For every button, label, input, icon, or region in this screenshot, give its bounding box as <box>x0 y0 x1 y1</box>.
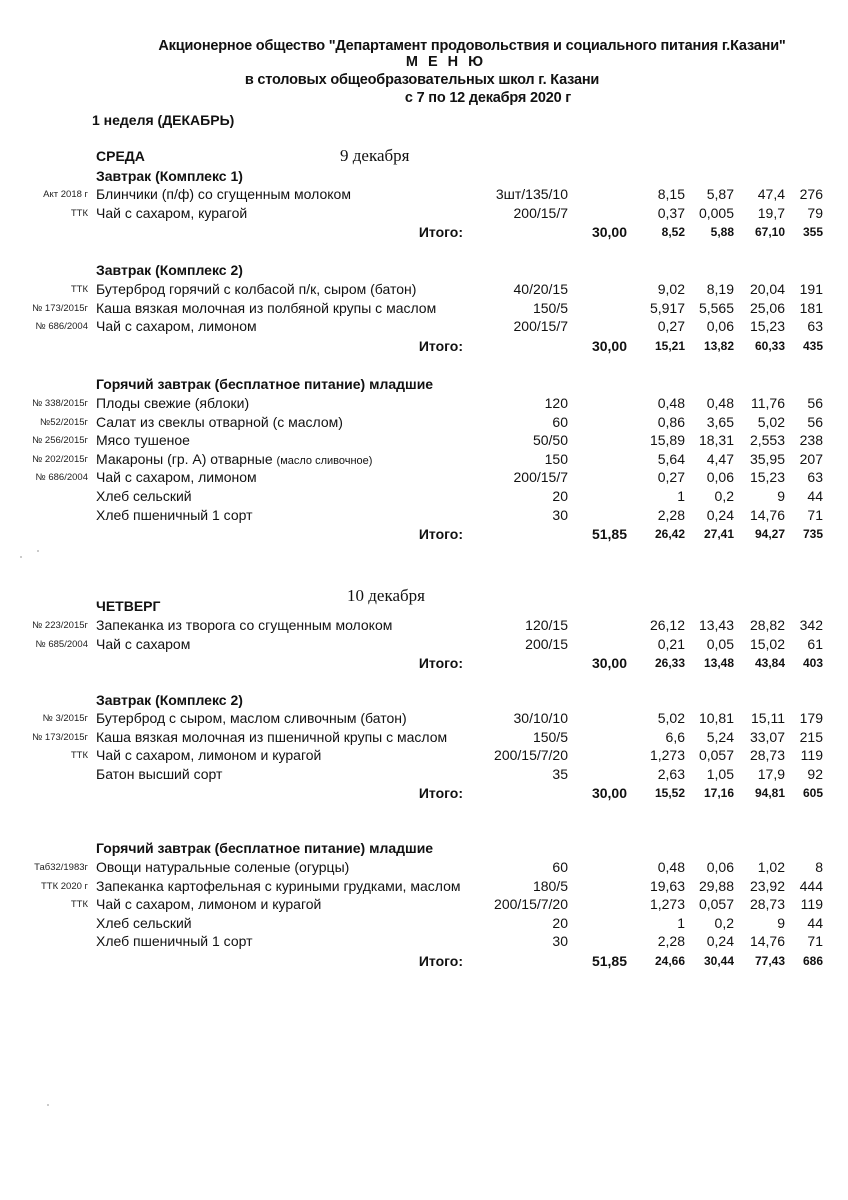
protein-value: 2,63 <box>657 765 685 782</box>
total-carbs: 43,84 <box>754 656 785 671</box>
fat-value: 0,48 <box>706 395 734 411</box>
fat-value: 29,88 <box>698 877 734 894</box>
total-fat: 27,41 <box>703 527 734 542</box>
total-fat: 30,44 <box>703 954 734 968</box>
carbs-value: 15,23 <box>749 318 785 335</box>
dish-name <box>96 186 351 202</box>
dish-name <box>96 636 190 652</box>
dish-name-text: Бутерброд с сыром, маслом сливочным (батон) <box>96 710 407 726</box>
portion-weight: 120/15 <box>525 617 568 633</box>
day-heading: СРЕДА <box>96 148 145 164</box>
total-protein: 15,52 <box>654 786 685 801</box>
protein-value: 1 <box>677 914 685 931</box>
total-kcal: 735 <box>802 527 823 542</box>
protein-value: 0,27 <box>657 318 685 335</box>
total-price: 51,85 <box>591 526 627 543</box>
kcal-value: 63 <box>807 318 823 335</box>
fat-value: 0,06 <box>706 859 734 875</box>
portion-weight: 200/15/7 <box>513 204 568 221</box>
menu-item-row <box>0 507 848 525</box>
dish-name-text: Чай с сахаром, лимоном и курагой <box>96 896 322 913</box>
fat-value: 10,81 <box>698 710 734 726</box>
dish-name <box>96 896 321 912</box>
portion-weight: 30 <box>552 506 568 523</box>
portion-weight: 40/20/15 <box>513 281 568 297</box>
kcal-value: 8 <box>815 859 823 875</box>
kcal-value: 181 <box>799 299 823 316</box>
menu-title: М Е Н Ю <box>405 54 487 70</box>
section-total-row <box>0 785 848 803</box>
total-kcal: 435 <box>802 338 823 353</box>
fat-value: 5,87 <box>706 186 734 202</box>
total-protein: 26,33 <box>654 656 685 671</box>
carbs-value: 20,04 <box>749 281 785 297</box>
fat-value: 5,565 <box>698 299 734 316</box>
dish-name <box>96 617 392 633</box>
kcal-value: 207 <box>799 450 823 467</box>
total-carbs: 67,10 <box>754 225 785 240</box>
recipe-code: № 3/2015г <box>42 713 88 724</box>
recipe-code: ТТК <box>70 750 88 762</box>
portion-weight: 200/15/7/20 <box>494 896 568 913</box>
total-fat: 13,82 <box>703 338 734 353</box>
total-carbs: 60,33 <box>754 338 785 353</box>
section-title: Горячий завтрак (бесплатное питание) младшие <box>96 840 434 856</box>
dish-name <box>96 915 192 931</box>
dish-name <box>96 747 321 763</box>
protein-value: 1 <box>677 488 685 504</box>
recipe-code: № 686/2004 <box>35 321 88 333</box>
recipe-code: Таб32/1983г <box>34 862 88 873</box>
protein-value: 1,273 <box>649 896 685 913</box>
total-price: 30,00 <box>591 337 627 354</box>
dish-note: (масло сливочное) <box>276 454 373 467</box>
fat-value: 18,31 <box>698 432 734 449</box>
carbs-value: 28,73 <box>749 896 785 913</box>
fat-value: 5,24 <box>706 728 734 745</box>
protein-value: 2,28 <box>657 506 685 523</box>
carbs-value: 15,11 <box>751 710 785 726</box>
dish-name-text: Хлеб пшеничный 1 сорт <box>96 933 253 950</box>
carbs-value: 9 <box>777 488 785 504</box>
kcal-value: 56 <box>807 395 823 411</box>
carbs-value: 1,02 <box>757 859 785 875</box>
portion-weight: 35 <box>552 765 568 782</box>
scan-speck <box>20 556 22 558</box>
dish-name-text: Овощи натуральные соленые (огурцы) <box>96 859 350 875</box>
dish-name <box>96 205 247 221</box>
portion-weight: 120 <box>544 395 568 411</box>
dish-name-text: Бутерброд горячий с колбасой п/к, сыром (батон) <box>96 281 417 297</box>
day-heading: ЧЕТВЕРГ <box>96 598 161 614</box>
carbs-value: 5,02 <box>757 413 785 430</box>
kcal-value: 56 <box>807 413 823 430</box>
section-title: Завтрак (Комплекс 2) <box>96 692 243 708</box>
portion-weight: 60 <box>552 413 568 430</box>
fat-value: 0,24 <box>706 506 734 523</box>
dish-name <box>96 933 253 949</box>
kcal-value: 215 <box>799 728 823 745</box>
protein-value: 5,917 <box>649 299 685 316</box>
kcal-value: 92 <box>807 765 823 782</box>
protein-value: 19,63 <box>649 877 685 894</box>
recipe-code: ТТК <box>70 284 88 295</box>
portion-weight: 200/15/7 <box>513 318 568 335</box>
recipe-code: №52/2015г <box>40 416 88 428</box>
recipe-code: № 686/2004 <box>35 472 88 484</box>
total-protein: 24,66 <box>654 954 685 968</box>
portion-weight: 50/50 <box>532 432 568 449</box>
total-kcal: 686 <box>802 954 823 968</box>
section-total-row <box>0 338 848 356</box>
total-fat: 13,48 <box>703 656 734 671</box>
dish-name <box>96 766 222 782</box>
portion-weight: 200/15/7/20 <box>494 747 568 764</box>
protein-value: 5,02 <box>657 710 685 726</box>
menu-subtitle: в столовых общеобразовательных школ г. Казани <box>244 72 600 88</box>
total-label: Итого: <box>418 953 463 969</box>
total-protein: 26,42 <box>654 527 685 542</box>
carbs-value: 47,4 <box>757 186 785 202</box>
total-fat: 5,88 <box>710 225 734 240</box>
portion-weight: 150 <box>544 450 568 467</box>
protein-value: 0,48 <box>657 395 685 411</box>
dish-name-text: Запеканка из творога со сгущенным молоком <box>96 617 393 633</box>
kcal-value: 71 <box>807 506 823 523</box>
total-price: 30,00 <box>591 785 627 802</box>
organization-title: Акционерное общество "Департамент продовольствия и социального питания г.Казани" <box>158 38 786 54</box>
dish-name-text: Чай с сахаром, лимоном и курагой <box>96 747 322 764</box>
fat-value: 0,24 <box>706 933 734 950</box>
menu-item-row <box>0 747 848 765</box>
kcal-value: 276 <box>799 186 823 202</box>
menu-item-row <box>0 933 848 951</box>
carbs-value: 28,73 <box>749 747 785 764</box>
total-carbs: 94,81 <box>754 786 785 801</box>
fat-value: 0,005 <box>698 204 734 221</box>
dish-name-text: Чай с сахаром, лимоном <box>96 469 257 486</box>
dish-name <box>96 414 343 430</box>
total-protein: 15,21 <box>654 338 685 353</box>
portion-weight: 200/15 <box>525 635 568 652</box>
scan-speck <box>47 1104 49 1106</box>
protein-value: 26,12 <box>649 617 685 633</box>
section-total-row <box>0 526 848 544</box>
total-fat: 17,16 <box>703 786 734 801</box>
menu-item-row <box>0 186 848 204</box>
total-label: Итого: <box>418 224 463 241</box>
protein-value: 5,64 <box>657 450 685 467</box>
dish-name <box>96 451 372 467</box>
fat-value: 13,43 <box>698 617 734 633</box>
kcal-value: 342 <box>799 617 823 633</box>
protein-value: 0,27 <box>657 469 685 486</box>
recipe-code: ТТК 2020 г <box>40 880 88 892</box>
protein-value: 0,48 <box>657 859 685 875</box>
total-price: 30,00 <box>591 655 627 672</box>
protein-value: 1,273 <box>649 747 685 764</box>
menu-item-row <box>0 617 848 635</box>
menu-item-row <box>0 896 848 914</box>
section-title: Горячий завтрак (бесплатное питание) младшие <box>96 376 434 392</box>
carbs-value: 11,76 <box>751 395 785 411</box>
menu-item-row <box>0 432 848 450</box>
recipe-code: ТТК <box>70 899 88 911</box>
dish-name <box>96 878 460 894</box>
fat-value: 0,057 <box>698 896 734 913</box>
day-date: 10 декабря <box>347 586 425 605</box>
portion-weight: 150/5 <box>532 728 568 745</box>
total-label: Итого: <box>418 655 463 672</box>
dish-name-text: Чай с сахаром, лимоном <box>96 318 257 335</box>
carbs-value: 14,76 <box>749 506 785 523</box>
recipe-code: ТТК <box>70 207 88 219</box>
total-price: 30,00 <box>591 224 627 241</box>
recipe-code: № 223/2015г <box>32 620 88 631</box>
menu-item-row <box>0 710 848 728</box>
menu-item-row <box>0 878 848 896</box>
carbs-value: 15,23 <box>749 469 785 486</box>
total-carbs: 77,43 <box>754 954 785 968</box>
kcal-value: 444 <box>799 877 823 894</box>
total-carbs: 94,27 <box>754 527 785 542</box>
carbs-value: 33,07 <box>749 728 785 745</box>
dish-name-text: Хлеб пшеничный 1 сорт <box>96 506 253 523</box>
carbs-value: 35,95 <box>749 450 785 467</box>
portion-weight: 20 <box>552 488 568 504</box>
portion-weight: 180/5 <box>532 877 568 894</box>
kcal-value: 63 <box>807 469 823 486</box>
section-total-row <box>0 655 848 673</box>
portion-weight: 60 <box>552 859 568 875</box>
day-date: 9 декабря <box>340 146 410 165</box>
dish-name <box>96 318 257 334</box>
fat-value: 3,65 <box>706 413 734 430</box>
dish-name-text: Хлеб сельский <box>96 488 192 504</box>
dish-name <box>96 300 436 316</box>
fat-value: 0,2 <box>714 488 734 504</box>
portion-weight: 30/10/10 <box>513 710 568 726</box>
dish-name-text: Батон высший сорт <box>96 765 223 782</box>
portion-weight: 150/5 <box>532 299 568 316</box>
fat-value: 0,06 <box>706 469 734 486</box>
total-label: Итого: <box>418 526 463 543</box>
carbs-value: 28,82 <box>749 617 785 633</box>
carbs-value: 19,7 <box>757 204 785 221</box>
protein-value: 15,89 <box>649 432 685 449</box>
portion-weight: 3шт/135/10 <box>495 186 568 202</box>
menu-item-row <box>0 318 848 336</box>
recipe-code: Акт 2018 г <box>43 189 88 200</box>
section-title: Завтрак (Комплекс 2) <box>96 262 243 278</box>
kcal-value: 179 <box>799 710 823 726</box>
fat-value: 1,05 <box>706 765 734 782</box>
fat-value: 0,05 <box>706 635 734 652</box>
protein-value: 2,28 <box>657 933 685 950</box>
kcal-value: 44 <box>807 914 823 931</box>
dish-name-text: Чай с сахаром, курагой <box>96 204 248 221</box>
recipe-code: № 173/2015г <box>32 731 88 743</box>
fat-value: 4,47 <box>706 450 734 467</box>
total-kcal: 403 <box>802 656 823 671</box>
dish-name-text: Блинчики (п/ф) со сгущенным молоком <box>96 186 351 202</box>
fat-value: 0,057 <box>698 747 734 764</box>
recipe-code: № 338/2015г <box>32 398 88 409</box>
kcal-value: 79 <box>807 204 823 221</box>
kcal-value: 238 <box>799 432 823 449</box>
total-price: 51,85 <box>591 953 627 969</box>
dish-name <box>96 469 257 485</box>
protein-value: 0,37 <box>657 204 685 221</box>
kcal-value: 119 <box>800 747 823 764</box>
dish-name-text: Плоды свежие (яблоки) <box>96 395 250 411</box>
menu-item-row <box>0 766 848 784</box>
dish-name <box>96 432 190 448</box>
carbs-value: 23,92 <box>749 877 785 894</box>
dish-name-text: Каша вязкая молочная из полбяной крупы с маслом <box>96 299 437 316</box>
protein-value: 9,02 <box>657 281 685 297</box>
menu-item-row <box>0 915 848 933</box>
carbs-value: 2,553 <box>749 432 785 449</box>
recipe-code: № 256/2015г <box>32 435 88 447</box>
portion-weight: 30 <box>552 933 568 950</box>
kcal-value: 61 <box>807 635 823 652</box>
carbs-value: 9 <box>777 914 785 931</box>
kcal-value: 119 <box>800 896 823 913</box>
menu-item-row <box>0 451 848 469</box>
dish-name <box>96 507 253 523</box>
carbs-value: 17,9 <box>757 765 785 782</box>
menu-item-row <box>0 414 848 432</box>
menu-period: с 7 по 12 декабря 2020 г <box>404 90 572 106</box>
menu-item-row <box>0 729 848 747</box>
menu-item-row <box>0 300 848 318</box>
dish-name <box>96 488 192 504</box>
kcal-value: 44 <box>807 488 823 504</box>
section-total-row <box>0 953 848 971</box>
menu-item-row <box>0 395 848 413</box>
portion-weight: 200/15/7 <box>513 469 568 486</box>
dish-name <box>96 859 349 875</box>
fat-value: 0,2 <box>714 914 734 931</box>
scan-speck <box>37 550 39 552</box>
dish-name <box>96 395 249 411</box>
fat-value: 8,19 <box>706 281 734 297</box>
menu-item-row <box>0 636 848 654</box>
menu-item-row <box>0 469 848 487</box>
total-label: Итого: <box>418 337 463 354</box>
kcal-value: 191 <box>799 281 823 297</box>
dish-name-text: Мясо тушеное <box>96 432 190 449</box>
carbs-value: 25,06 <box>749 299 785 316</box>
dish-name-text: Чай с сахаром <box>96 635 191 652</box>
dish-name-text: Запеканка картофельная с куриными грудками, маслом <box>96 877 461 894</box>
menu-item-row <box>0 281 848 299</box>
week-label: 1 неделя (ДЕКАБРЬ) <box>92 112 235 128</box>
dish-name-text: Макароны (гр. А) отварные <box>96 450 273 467</box>
recipe-code: № 202/2015г <box>32 453 88 465</box>
fat-value: 0,06 <box>706 318 734 335</box>
total-label: Итого: <box>418 785 463 802</box>
carbs-value: 14,76 <box>749 933 785 950</box>
protein-value: 0,86 <box>657 413 685 430</box>
section-total-row <box>0 224 848 242</box>
protein-value: 8,15 <box>657 186 685 202</box>
dish-name <box>96 710 407 726</box>
menu-item-row <box>0 859 848 877</box>
dish-name-text: Хлеб сельский <box>96 914 192 931</box>
section-title: Завтрак (Комплекс 1) <box>96 168 243 184</box>
dish-name <box>96 281 416 297</box>
dish-name <box>96 729 447 745</box>
kcal-value: 71 <box>807 933 823 950</box>
menu-item-row <box>0 205 848 223</box>
total-kcal: 605 <box>802 786 823 801</box>
carbs-value: 15,02 <box>749 635 785 652</box>
dish-name-text: Каша вязкая молочная из пшеничной крупы с маслом <box>96 728 448 745</box>
portion-weight: 20 <box>552 914 568 931</box>
total-protein: 8,52 <box>661 225 685 240</box>
menu-item-row <box>0 488 848 506</box>
total-kcal: 355 <box>802 225 823 240</box>
protein-value: 0,21 <box>657 635 685 652</box>
protein-value: 6,6 <box>665 728 685 745</box>
recipe-code: № 685/2004 <box>35 638 88 650</box>
recipe-code: № 173/2015г <box>32 302 88 314</box>
dish-name-text: Салат из свеклы отварной (с маслом) <box>96 413 343 430</box>
